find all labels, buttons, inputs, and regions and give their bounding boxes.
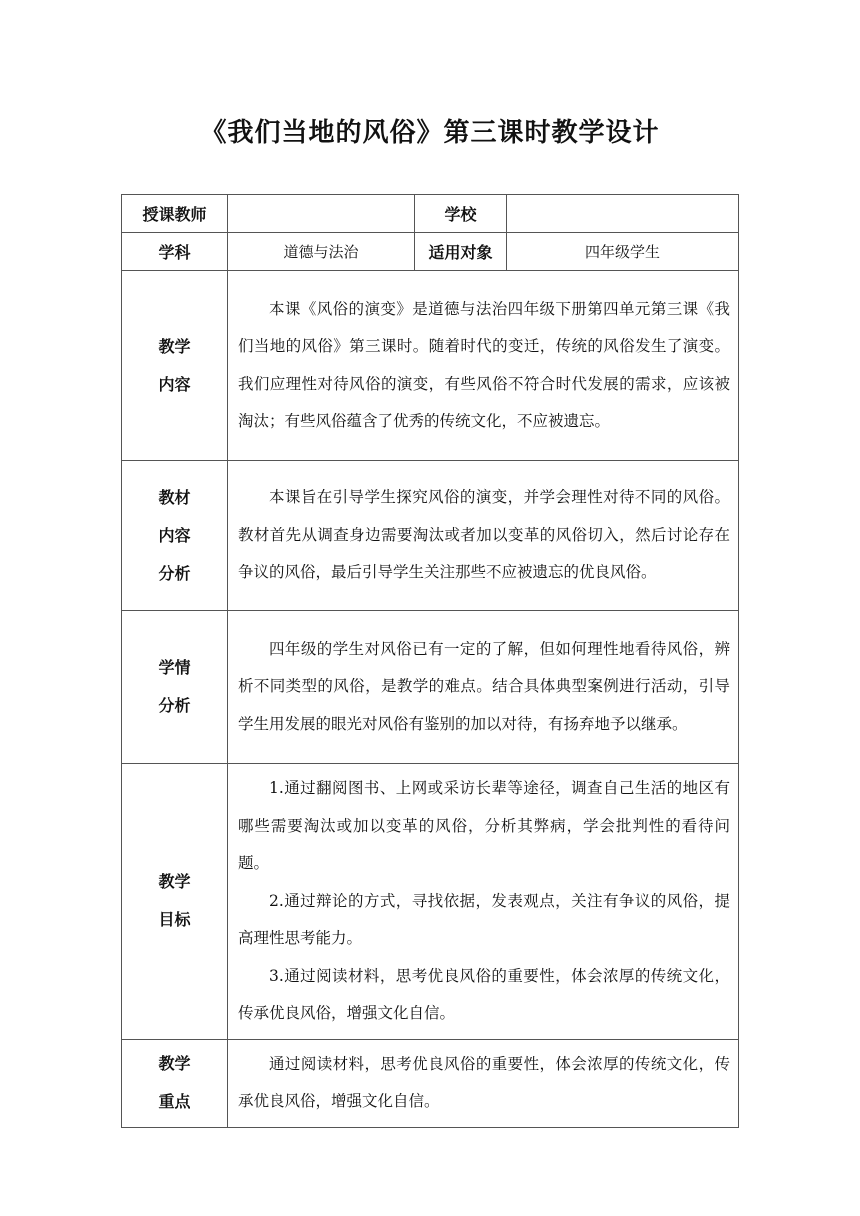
table-row <box>122 1039 739 1127</box>
table-row <box>122 195 739 233</box>
section-content <box>228 1039 739 1127</box>
teacher-value <box>228 195 415 233</box>
school-label: 学校 <box>415 195 507 233</box>
audience-label: 适用对象 <box>415 233 507 271</box>
table-row <box>122 233 739 271</box>
section-label-line: 学情 <box>158 658 191 677</box>
section-label <box>122 1039 228 1127</box>
subject-value: 道德与法治 <box>228 233 415 271</box>
paragraph: 本课旨在引导学生探究风俗的演变，并学会理性对待不同的风俗。教材首先从调查身边需要淘汰或者加以变革的风俗切入，然后讨论存在争议的风俗，最后引导学生关注那些不应被遗忘的优良风俗。 <box>238 488 730 582</box>
subject-label: 学科 <box>122 233 228 271</box>
paragraph: 1.通过翻阅图书、上网或采访长辈等途径，调查自己生活的地区有哪些需要淘汰或加以变革的风俗，分析其弊病，学会批判性的看待问题。 <box>238 779 730 872</box>
section-label-line: 目标 <box>158 910 191 930</box>
section-label-line: 重点 <box>158 1092 191 1111</box>
section-label <box>122 461 228 611</box>
section-label-line: 教学 <box>158 336 191 356</box>
section-label-line: 内容 <box>158 374 191 394</box>
lesson-plan-table <box>121 194 739 1128</box>
section-label <box>122 764 228 1040</box>
school-value <box>507 195 739 233</box>
table-row <box>122 764 739 1040</box>
section-label-line: 分析 <box>158 696 191 715</box>
document-title: 《我们当地的风俗》第三课时教学设计 <box>200 118 660 148</box>
table-row <box>122 611 739 764</box>
section-label <box>122 611 228 764</box>
paragraph: 通过阅读材料，思考优良风俗的重要性，体会浓厚的传统文化，传承优良风俗，增强文化自信。 <box>238 1054 730 1110</box>
paragraph: 3.通过阅读材料，思考优良风俗的重要性，体会浓厚的传统文化，传承优良风俗，增强文化自信。 <box>238 966 730 1022</box>
teacher-label: 授课教师 <box>122 195 228 233</box>
audience-value: 四年级学生 <box>507 233 739 271</box>
section-label-line: 内容 <box>158 525 191 545</box>
section-label <box>122 271 228 461</box>
paragraph: 2.通过辩论的方式，寻找依据，发表观点，关注有争议的风俗，提高理性思考能力。 <box>238 891 730 947</box>
table-row <box>122 271 739 461</box>
paragraph: 四年级的学生对风俗已有一定的了解，但如何理性地看待风俗，辨析不同类型的风俗，是教学的难点。结合具体典型案例进行活动，引导学生用发展的眼光对风俗有鉴别的加以对待，有扬弃地予以继承。 <box>238 639 730 733</box>
paragraph: 本课《风俗的演变》是道德与法治四年级下册第四单元第三课《我们当地的风俗》第三课时。随着时代的变迁，传统的风俗发生了演变。我们应理性对待风俗的演变，有些风俗不符合时代发展的需求，应该被淘汰；有些风俗蕴含了优秀的传统文化，不应被遗忘。 <box>238 299 730 430</box>
section-content <box>228 271 739 461</box>
section-label-line: 教学 <box>158 1054 191 1073</box>
table-row <box>122 461 739 611</box>
section-content <box>228 611 739 764</box>
section-label-line: 分析 <box>158 563 191 583</box>
section-content <box>228 461 739 611</box>
section-label-line: 教学 <box>158 872 191 892</box>
section-label-line: 教材 <box>158 487 191 507</box>
section-content <box>228 764 739 1040</box>
